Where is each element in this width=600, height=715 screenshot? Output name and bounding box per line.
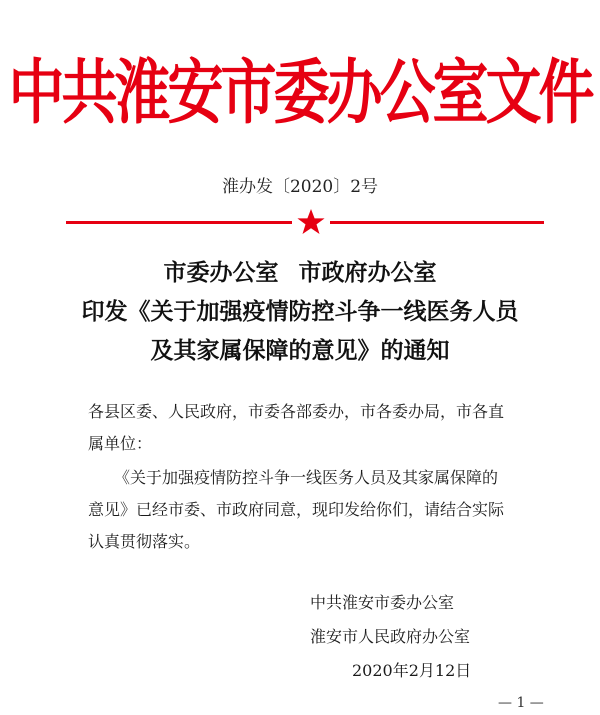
title-line-3: 及其家属保障的意见》的通知 (150, 337, 450, 364)
page-number: — 1 — (498, 695, 544, 711)
title-issuer-1: 市委办公室 (163, 259, 279, 286)
title-line-2: 印发《关于加强疫情防控斗争一线医务人员 (81, 298, 519, 325)
masthead: 中共淮安市委办公室文件 (8, 52, 592, 134)
signature-org-2: 淮安市人民政府办公室 (310, 627, 471, 646)
star-icon (296, 208, 326, 236)
divider-right (330, 221, 544, 224)
recipients-line-1: 各县区委、人民政府，市委各部委办，市各委办局，市各直 (88, 402, 505, 421)
title-issuer-2: 市政府办公室 (298, 259, 437, 286)
body-line-2: 意见》已经市委、市政府同意，现印发给你们，请结合实际 (88, 500, 505, 519)
divider-left (66, 221, 292, 224)
signature-org-1: 中共淮安市委办公室 (310, 593, 455, 612)
title-issuers (0, 257, 600, 289)
recipients-line-2: 属单位： (88, 434, 153, 453)
document-number: 淮办发〔2020〕2号 (221, 177, 379, 197)
signature-date: 2020年2月12日 (352, 661, 472, 680)
body-line-3: 认真贯彻落实。 (88, 532, 201, 551)
body-line-1: 《关于加强疫情防控斗争一线医务人员及其家属保障的 (114, 468, 499, 487)
